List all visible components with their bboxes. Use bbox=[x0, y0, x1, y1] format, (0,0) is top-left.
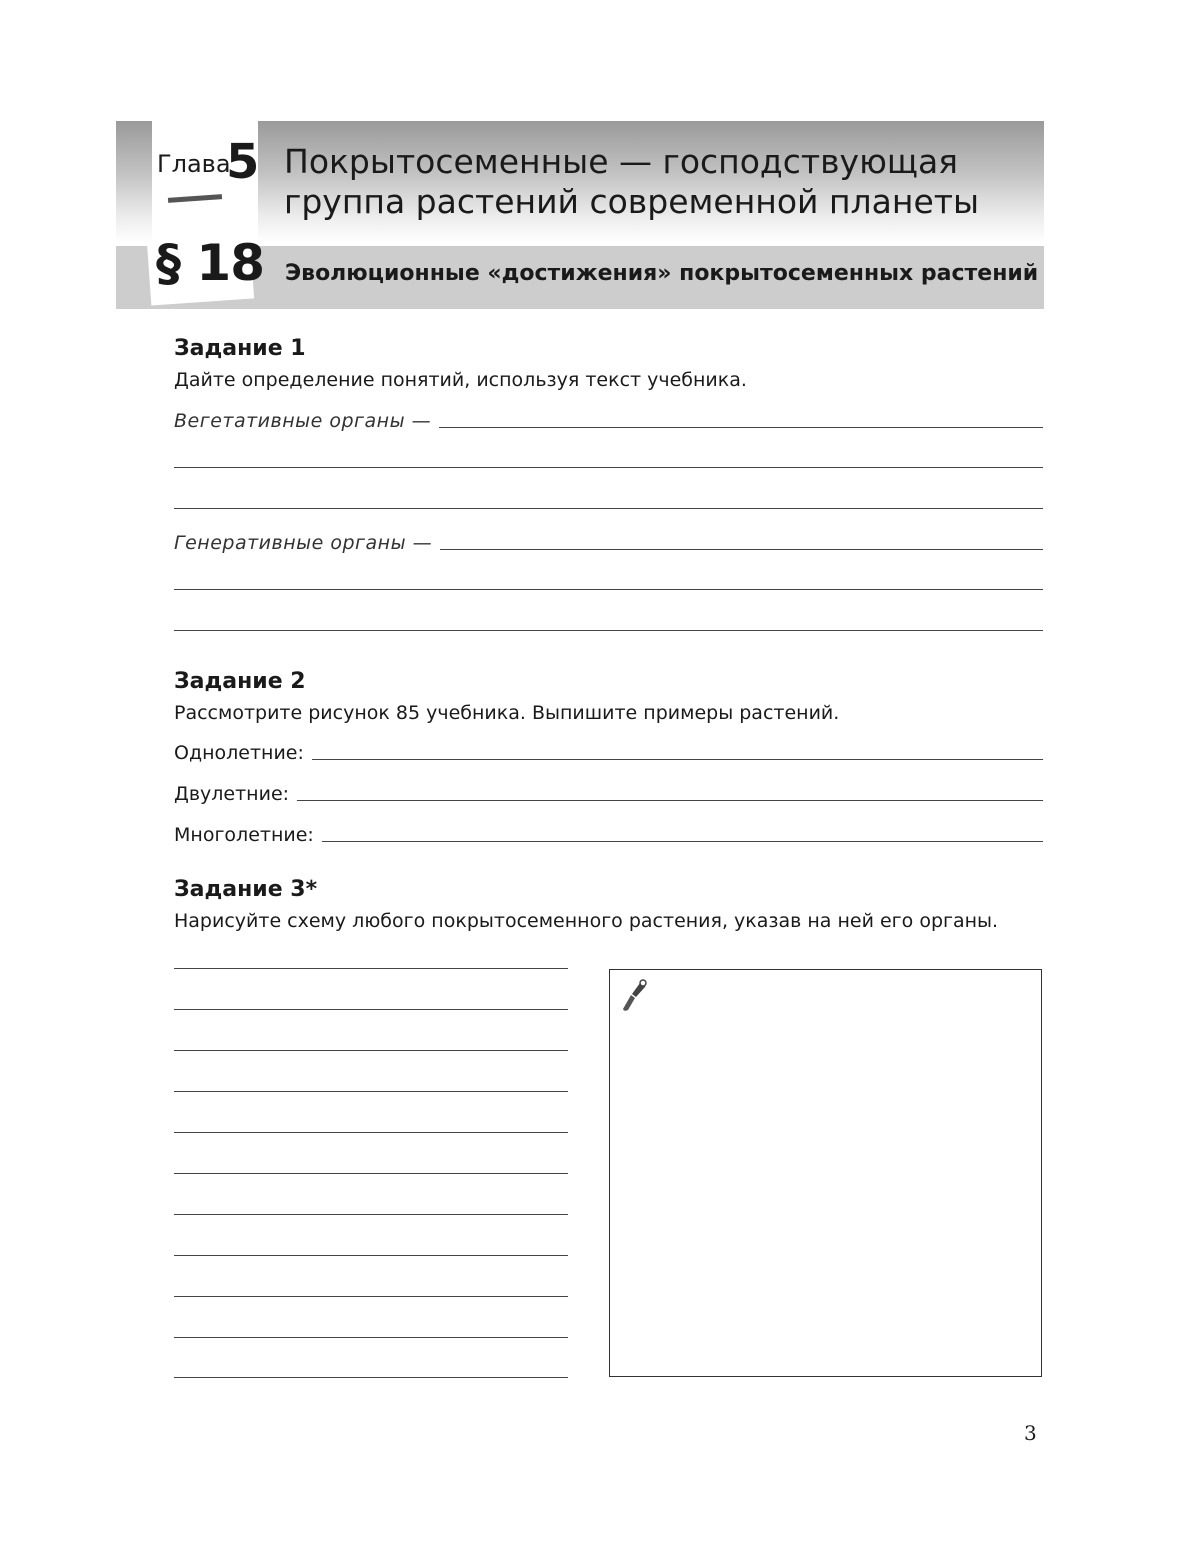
term1-row bbox=[174, 406, 1043, 432]
notes-line[interactable] bbox=[174, 1377, 568, 1378]
answer-line[interactable] bbox=[174, 508, 1043, 509]
task1-instruction: Дайте определение понятий, используя текст учебника. bbox=[174, 369, 747, 391]
notes-line[interactable] bbox=[174, 1050, 568, 1051]
drawing-area[interactable] bbox=[609, 969, 1042, 1377]
notes-line[interactable] bbox=[174, 1255, 568, 1256]
notes-line[interactable] bbox=[174, 1337, 568, 1338]
annual-row bbox=[174, 738, 1043, 764]
page-number: 3 bbox=[1024, 1421, 1037, 1445]
term2-label: Генеративные органы — bbox=[174, 532, 433, 554]
task3-instruction: Нарисуйте схему любого покрытосеменного растения, указав на ней его органы. bbox=[174, 910, 999, 932]
notes-line[interactable] bbox=[174, 1296, 568, 1297]
term2-answer-line[interactable] bbox=[440, 549, 1043, 550]
notes-line[interactable] bbox=[174, 968, 568, 969]
biennial-answer-line[interactable] bbox=[297, 800, 1043, 801]
perennial-answer-line[interactable] bbox=[322, 841, 1043, 842]
brush-icon bbox=[620, 978, 650, 1014]
task2-instruction: Рассмотрите рисунок 85 учебника. Выпишите примеры растений. bbox=[174, 702, 840, 724]
notes-line[interactable] bbox=[174, 1009, 568, 1010]
notes-line[interactable] bbox=[174, 1214, 568, 1215]
section-number: § 18 bbox=[156, 234, 264, 292]
term1-label: Вегетативные органы — bbox=[174, 410, 432, 432]
answer-line[interactable] bbox=[174, 630, 1043, 631]
perennial-row bbox=[174, 820, 1043, 846]
notes-line[interactable] bbox=[174, 1132, 568, 1133]
biennial-label: Двулетние: bbox=[174, 783, 290, 805]
answer-line[interactable] bbox=[174, 467, 1043, 468]
chapter-label: Глава bbox=[157, 150, 231, 178]
notes-line[interactable] bbox=[174, 1091, 568, 1092]
term2-row bbox=[174, 528, 1043, 554]
chapter-number: 5 bbox=[226, 134, 260, 190]
term1-answer-line[interactable] bbox=[439, 427, 1043, 428]
annual-label: Однолетние: bbox=[174, 742, 304, 764]
answer-line[interactable] bbox=[174, 589, 1043, 590]
perennial-label: Многолетние: bbox=[174, 824, 314, 846]
task1-heading: Задание 1 bbox=[174, 336, 306, 361]
biennial-row bbox=[174, 779, 1043, 805]
section-title: Эволюционные «достижения» покрытосеменных растений bbox=[285, 261, 1039, 286]
task3-heading: Задание 3* bbox=[174, 877, 318, 902]
chapter-title: Покрытосеменные — господствующая группа растений современной планеты bbox=[284, 142, 980, 221]
task2-heading: Задание 2 bbox=[174, 669, 306, 694]
annual-answer-line[interactable] bbox=[312, 759, 1043, 760]
notes-line[interactable] bbox=[174, 1173, 568, 1174]
